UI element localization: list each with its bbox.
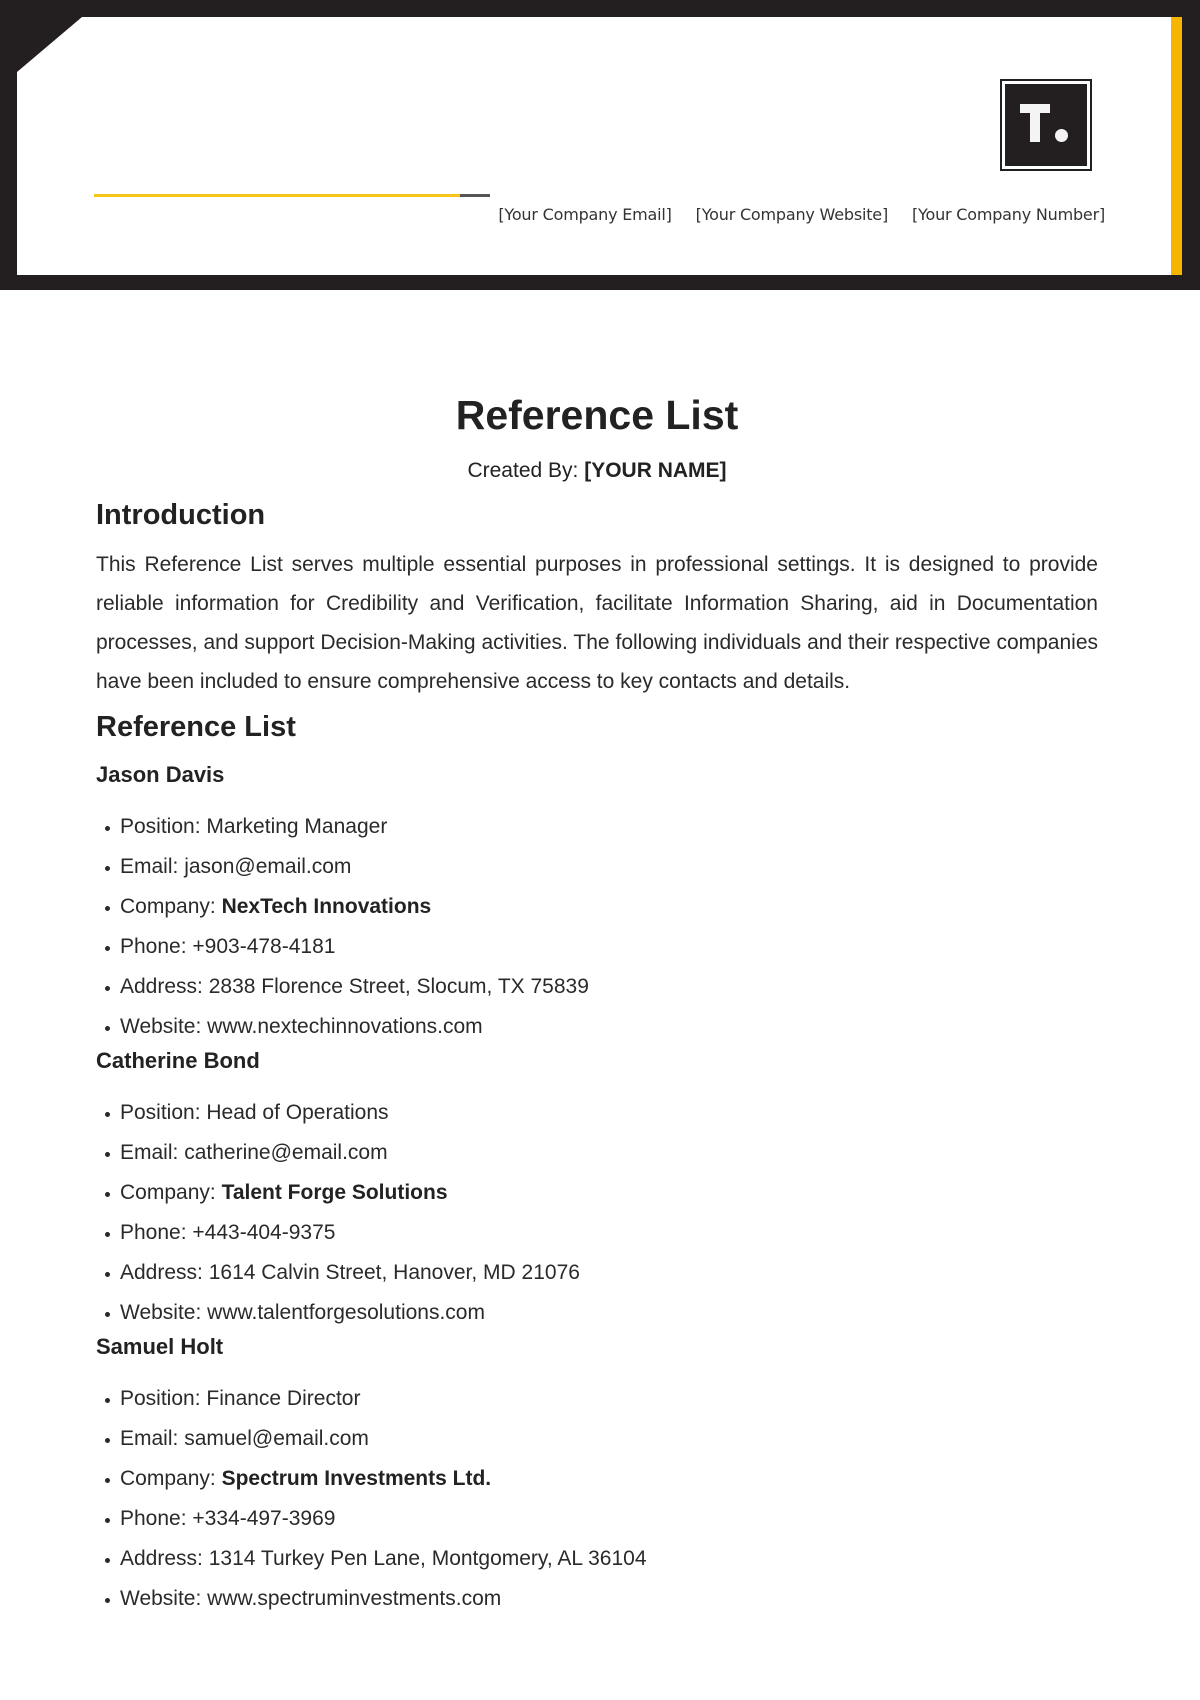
decorative-line — [94, 194, 460, 197]
company-field: Company: Spectrum Investments Ltd. — [96, 1459, 1098, 1499]
reference-details — [96, 1379, 1098, 1619]
reference-details — [96, 1093, 1098, 1333]
address-field: Address: 1314 Turkey Pen Lane, Montgomery, AL 36104 — [96, 1539, 1098, 1579]
position-field: Position: Marketing Manager — [96, 807, 1098, 847]
reference-entry — [96, 1333, 1098, 1619]
reference-name: Samuel Holt — [96, 1334, 224, 1359]
company-website: [Your Company Website] — [695, 205, 888, 224]
position-field: Position: Finance Director — [96, 1379, 1098, 1419]
company-number: [Your Company Number] — [911, 205, 1105, 224]
phone-field: Phone: +443-404-9375 — [96, 1213, 1098, 1253]
company-field: Company: Talent Forge Solutions — [96, 1173, 1098, 1213]
website-field: Website: www.talentforgesolutions.com — [96, 1293, 1098, 1333]
reference-details — [96, 807, 1098, 1047]
company-email: [Your Company Email] — [498, 205, 672, 224]
created-by — [96, 458, 1098, 484]
introduction-heading: Introduction — [96, 499, 266, 531]
introduction-text: This Reference List serves multiple essential purposes in professional settings. It is designed to provide reliable information for Credibility and Verification, facilitate Information Sharing, aid in Documentation processes, and support Decision-Making activities. The following individuals and their respective companies have been included to ensure comprehensive access to key contacts and details. — [96, 553, 1098, 693]
company-logo — [1000, 79, 1092, 171]
position-field: Position: Head of Operations — [96, 1093, 1098, 1133]
reference-name: Catherine Bond — [96, 1048, 260, 1073]
phone-field: Phone: +903-478-4181 — [96, 927, 1098, 967]
letterhead-band — [0, 0, 1200, 290]
letterhead-card — [17, 17, 1182, 275]
reference-list-heading: Reference List — [96, 711, 296, 743]
created-by-label: Created By: — [467, 459, 579, 482]
email-field: Email: catherine@email.com — [96, 1133, 1098, 1173]
email-field: Email: jason@email.com — [96, 847, 1098, 887]
address-field: Address: 1614 Calvin Street, Hanover, MD 21076 — [96, 1253, 1098, 1293]
reference-name: Jason Davis — [96, 762, 225, 787]
address-field: Address: 2838 Florence Street, Slocum, TX 75839 — [96, 967, 1098, 1007]
company-field: Company: NexTech Innovations — [96, 887, 1098, 927]
website-field: Website: www.nextechinnovations.com — [96, 1007, 1098, 1047]
decorative-line-end — [460, 194, 490, 197]
reference-entry — [96, 761, 1098, 1047]
page-title: Reference List — [455, 392, 739, 438]
company-contacts — [498, 205, 1105, 224]
reference-entry — [96, 1047, 1098, 1333]
website-field: Website: www.spectruminvestments.com — [96, 1579, 1098, 1619]
email-field: Email: samuel@email.com — [96, 1419, 1098, 1459]
logo-t-icon — [1005, 84, 1087, 166]
accent-stripe — [1171, 17, 1182, 275]
document-body — [96, 390, 1098, 1619]
created-by-value: [YOUR NAME] — [584, 459, 727, 482]
phone-field: Phone: +334-497-3969 — [96, 1499, 1098, 1539]
